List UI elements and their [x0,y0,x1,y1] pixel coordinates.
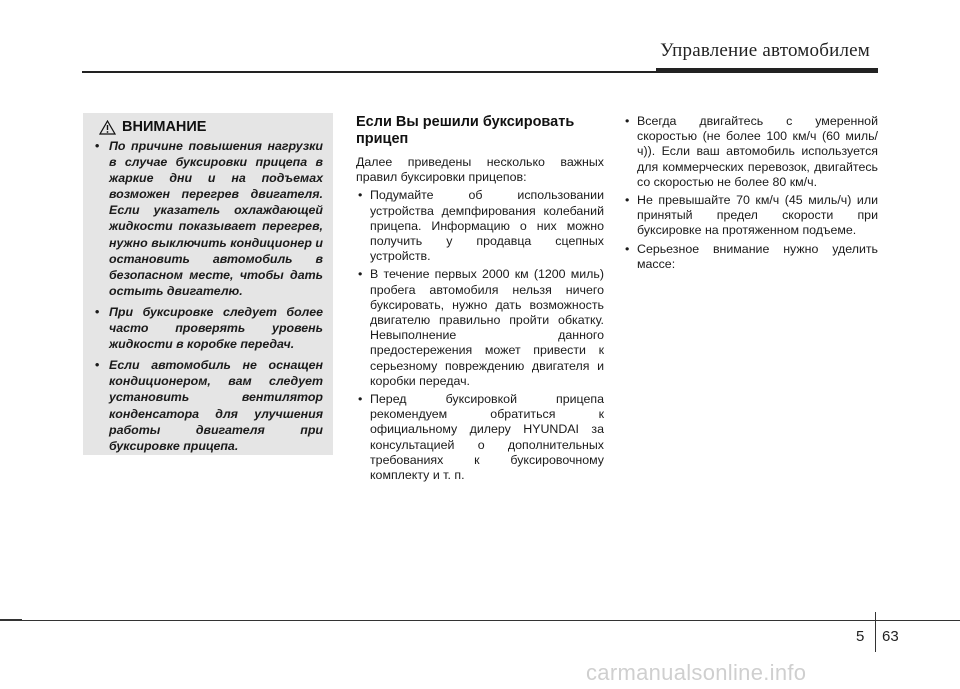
section-intro: Далее приведены несколько важных правил буксировки прицепов: [356,155,604,185]
list-item: • Всегда двигайтесь с умеренной скоростью (не более 100 км/ч (60 миль/ч)). Если ваш автомобиль используется для коммерческих перевозок, двигайтесь со скоростью не более 80 км/ч. [623,114,878,190]
header-rule [82,71,878,73]
warning-header [93,119,323,135]
page-number-divider [875,612,876,652]
warning-item: • По причине повышения нагрузки в случае буксировки прицепа в жаркие дни и на подъемах возможен перегрев двигателя. Если указатель охлаждающей жидкости показывает перегрев, нужно выключить кондиционер и остановить автомобиль в безопасном месте, чтобы дать остыть двигателю. [93,138,323,299]
warning-title: ВНИМАНИЕ [122,119,207,135]
list-item: • Серьезное внимание нужно уделить массе: [623,242,878,272]
watermark: carmanualsonline.info [586,660,807,685]
list-item: • Перед буксировкой прицепа рекомендуем обратиться к официальному дилеру HYUNDAI за консультацией о дополнительных требованиях к буксировочному комплекту и т. п. [356,392,604,483]
warning-triangle-icon [99,120,116,135]
bullet-list-middle [356,188,604,483]
warning-item: • При буксировке следует более часто проверять уровень жидкости в коробке передач. [93,304,323,352]
warning-item: • Если автомобиль не оснащен кондиционером, вам следует установить вентилятор конденсатора для улучшения работы двигателя при буксировке прицепа. [93,357,323,454]
right-column [623,114,878,275]
section-title: Если Вы решили буксировать прицеп [356,114,575,147]
page-header-title: Управление автомобилем [660,40,870,61]
list-item: • Не превышайте 70 км/ч (45 миль/ч) или принятый предел скорости при буксировке на протяженном подъеме. [623,193,878,239]
chapter-number: 5 [856,628,865,645]
list-item: • В течение первых 2000 км (1200 миль) пробега автомобиля нельзя ничего буксировать, нужно дать возможность двигателю правильно пройти обкатку. Невыполнение данного предостережения может привести к серьезному повреждению двигателя и коробки передач. [356,267,604,389]
footer-rule-accent [0,619,22,621]
footer-rule [0,620,960,621]
warning-list [93,138,323,454]
page-number: 63 [882,628,899,645]
warning-box [83,113,333,455]
list-item: • Подумайте об использовании устройства демпфирования колебаний прицепа. Информацию о них можно получить у продавца сцепных устройств. [356,188,604,264]
bullet-list-right [623,114,878,272]
middle-column [356,114,604,486]
